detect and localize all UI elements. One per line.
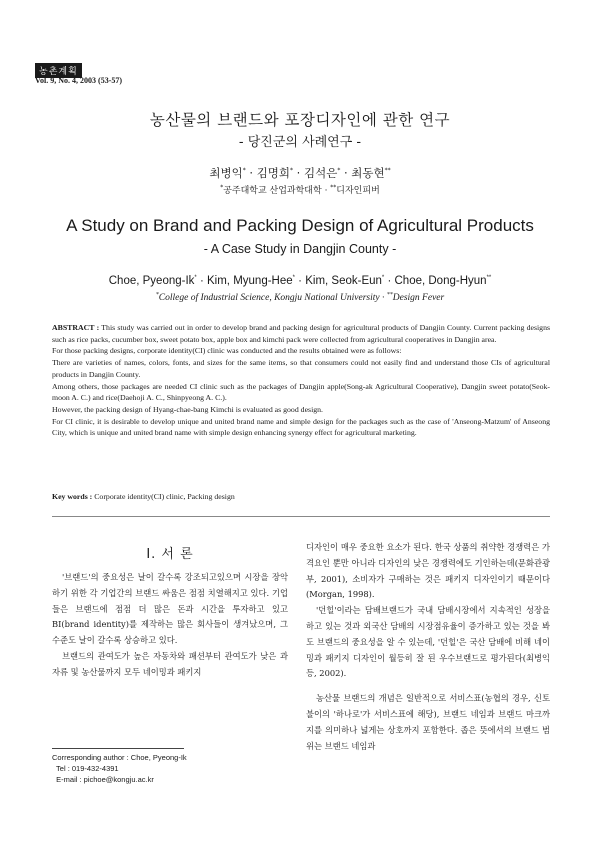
author-separator: · [294, 275, 306, 287]
author-name: Choe, Pyeong-Ik [108, 275, 195, 287]
affil-separator: · [379, 293, 387, 304]
korean-title: 농산물의 브랜드와 포장디자인에 관한 연구 [149, 111, 451, 129]
body-column-left [52, 570, 288, 681]
author-mark: * [337, 167, 341, 175]
author-mark: * [194, 275, 197, 282]
affil-text: College of Industrial Science, Kongju National University [158, 293, 380, 304]
english-affiliation [0, 292, 600, 303]
author-separator: · [340, 166, 352, 180]
keywords-text: Corporate identity(CI) clinic, Packing design [94, 492, 235, 501]
author-name: Choe, Dong-Hyun [394, 275, 487, 287]
affil-text: 디자인피버 [336, 186, 380, 196]
author-mark: * [381, 275, 385, 282]
body-paragraph: 디자인이 매우 중요한 요소가 된다. 한국 상품의 취약한 경쟁력은 가격요인 뿐만 아니라 디자인의 낮은 경쟁력에도 기인하는데(문화관광부, 2001), 소비자가 구매하는 것은 패키지 디자인이기 때문이다(Morgan, 1998). [306, 542, 550, 600]
abstract-divider [52, 516, 550, 517]
corresponding-author: Corresponding author : Choe, Pyeong-Ik [52, 753, 187, 762]
abstract-paragraph: For those packing designs, corporate identity(CI) clinic was conducted and the results obtained were as follows: [52, 346, 402, 356]
author-mark: * [292, 275, 295, 282]
korean-affiliation [0, 183, 600, 196]
body-paragraph: '브랜드'의 중요성은 날이 갈수록 강조되고있으며 시장을 장악하기 위한 각 기업간의 브랜드 싸움은 점점 치열해지고 있다. 기업들은 브랜드에 점점 더 많은 돈과 시간을 투자하고 있고 BI(brand identity)를 제작하는 많은 회사들이 생겨났으며, 그 수준도 날이 갈수록 상승하고 있다. [52, 572, 288, 646]
author-separator: · [293, 166, 304, 180]
footnote-divider [52, 748, 184, 749]
author-mark: ** [486, 275, 492, 282]
abstract [52, 322, 550, 439]
author-mark: * [290, 167, 294, 175]
affil-text: 공주대학교 산업과학대학 [223, 186, 322, 196]
body-paragraph: '던힐'이라는 담배브랜드가 국내 담배시장에서 지속적인 성장을 하고 있는 것과 외국산 담배의 시장점유율이 증가하고 있는 것을 봐도 브랜드의 중요성을 알 수 있는데, '던힐'은 국산 담배에 비해 네이밍과 패키지 디자인이 월등히 잘 된 우수브랜드로 평가된다(최병익 등, 2002). [306, 605, 550, 679]
author-mark: ** [384, 167, 391, 175]
english-title: A Study on Brand and Packing Design of Agricultural Products [66, 216, 534, 235]
author-name: Kim, Seok-Eun [305, 275, 382, 287]
abstract-paragraph: Among others, those packages are needed CI clinic such as the packages of Dangjin apple(Song-ak Agricultural Cooperative), Dangjin sweet potato(Seok-moon A. C.) and rice(Daehoji A. C., Shinpyeong A. C.). [52, 381, 550, 403]
keywords-label: Key words : [52, 492, 93, 501]
section-heading: I. 서 론 [146, 547, 194, 562]
english-subtitle: - A Case Study in Dangjin County - [203, 242, 397, 256]
author-name: 김석은 [303, 166, 338, 180]
author-separator: · [384, 275, 395, 287]
keywords [52, 492, 235, 501]
body-paragraph: 브랜드의 관여도가 높은 자동차와 패션부터 관여도가 낮은 과자류 및 농산물까지 모두 네이밍과 패키지 [52, 650, 288, 677]
author-name: 김명희 [256, 166, 291, 180]
email: E-mail : pichoe@kongju.ac.kr [52, 775, 154, 784]
author-name: 최동현 [351, 166, 385, 180]
author-name: 최병익 [209, 166, 243, 180]
affil-mark: * [220, 184, 224, 191]
abstract-label: ABSTRACT : [52, 323, 100, 332]
footnote [52, 752, 187, 785]
abstract-paragraph [52, 322, 550, 345]
author-mark: * [242, 167, 246, 175]
author-name: Kim, Myung-Hee [207, 275, 293, 287]
author-separator: · [196, 275, 207, 287]
body-column-right [306, 540, 550, 754]
author-separator: · [245, 166, 257, 180]
korean-authors [0, 165, 600, 181]
affil-text: Design Fever [392, 293, 445, 304]
affil-mark: * [155, 292, 159, 298]
abstract-paragraph: For CI clinic, it is desirable to develop unique and united brand name and simple design for the packages such as the case of 'Anseong-Matzum' of Anseong City, which is unique and united brand name with simple design enhancing synergy effect for agricultural marketing. [52, 416, 550, 438]
journal-volume: Vol. 9, No. 4, 2003 (53-57) [35, 76, 123, 85]
paragraph-gap [306, 682, 550, 691]
affil-separator: · [321, 186, 331, 196]
body-paragraph: 농산물 브랜드의 개념은 일반적으로 서비스표(농협의 경우, 신토불이의 '하나로'가 서비스표에 해당), 브랜드 네임과 브랜드 마크까지를 의미하나 넓게는 상호까지 포함한다. 좁은 뜻에서의 브랜드 범위는 브랜드 네임과 [306, 693, 550, 751]
korean-subtitle: - 당진군의 사례연구 - [238, 135, 362, 150]
abstract-paragraph: There are varieties of names, colors, fonts, and sizes for the same items, so that consumers could not easily find and understand those CIs of agricultural products in Dangjin County. [52, 358, 550, 379]
affil-mark: ** [330, 184, 337, 191]
telephone: Tel : 019-432-4391 [52, 764, 119, 773]
affil-mark: ** [386, 292, 393, 298]
english-authors [0, 275, 600, 287]
abstract-text: This study was carried out in order to develop brand and packing design for agricultural products of Dangjin County. Current packing designs such as rice packs, cucumber box, sweet potato box, apple box and kimchi pack were collected from agricultural cooperatives in Dangjin area. [52, 323, 550, 344]
abstract-paragraph: However, the packing design of Hyang-chae-bang Kimchi is evaluated as good design. [52, 404, 323, 414]
journal-badge: 농촌계획 [35, 63, 82, 78]
